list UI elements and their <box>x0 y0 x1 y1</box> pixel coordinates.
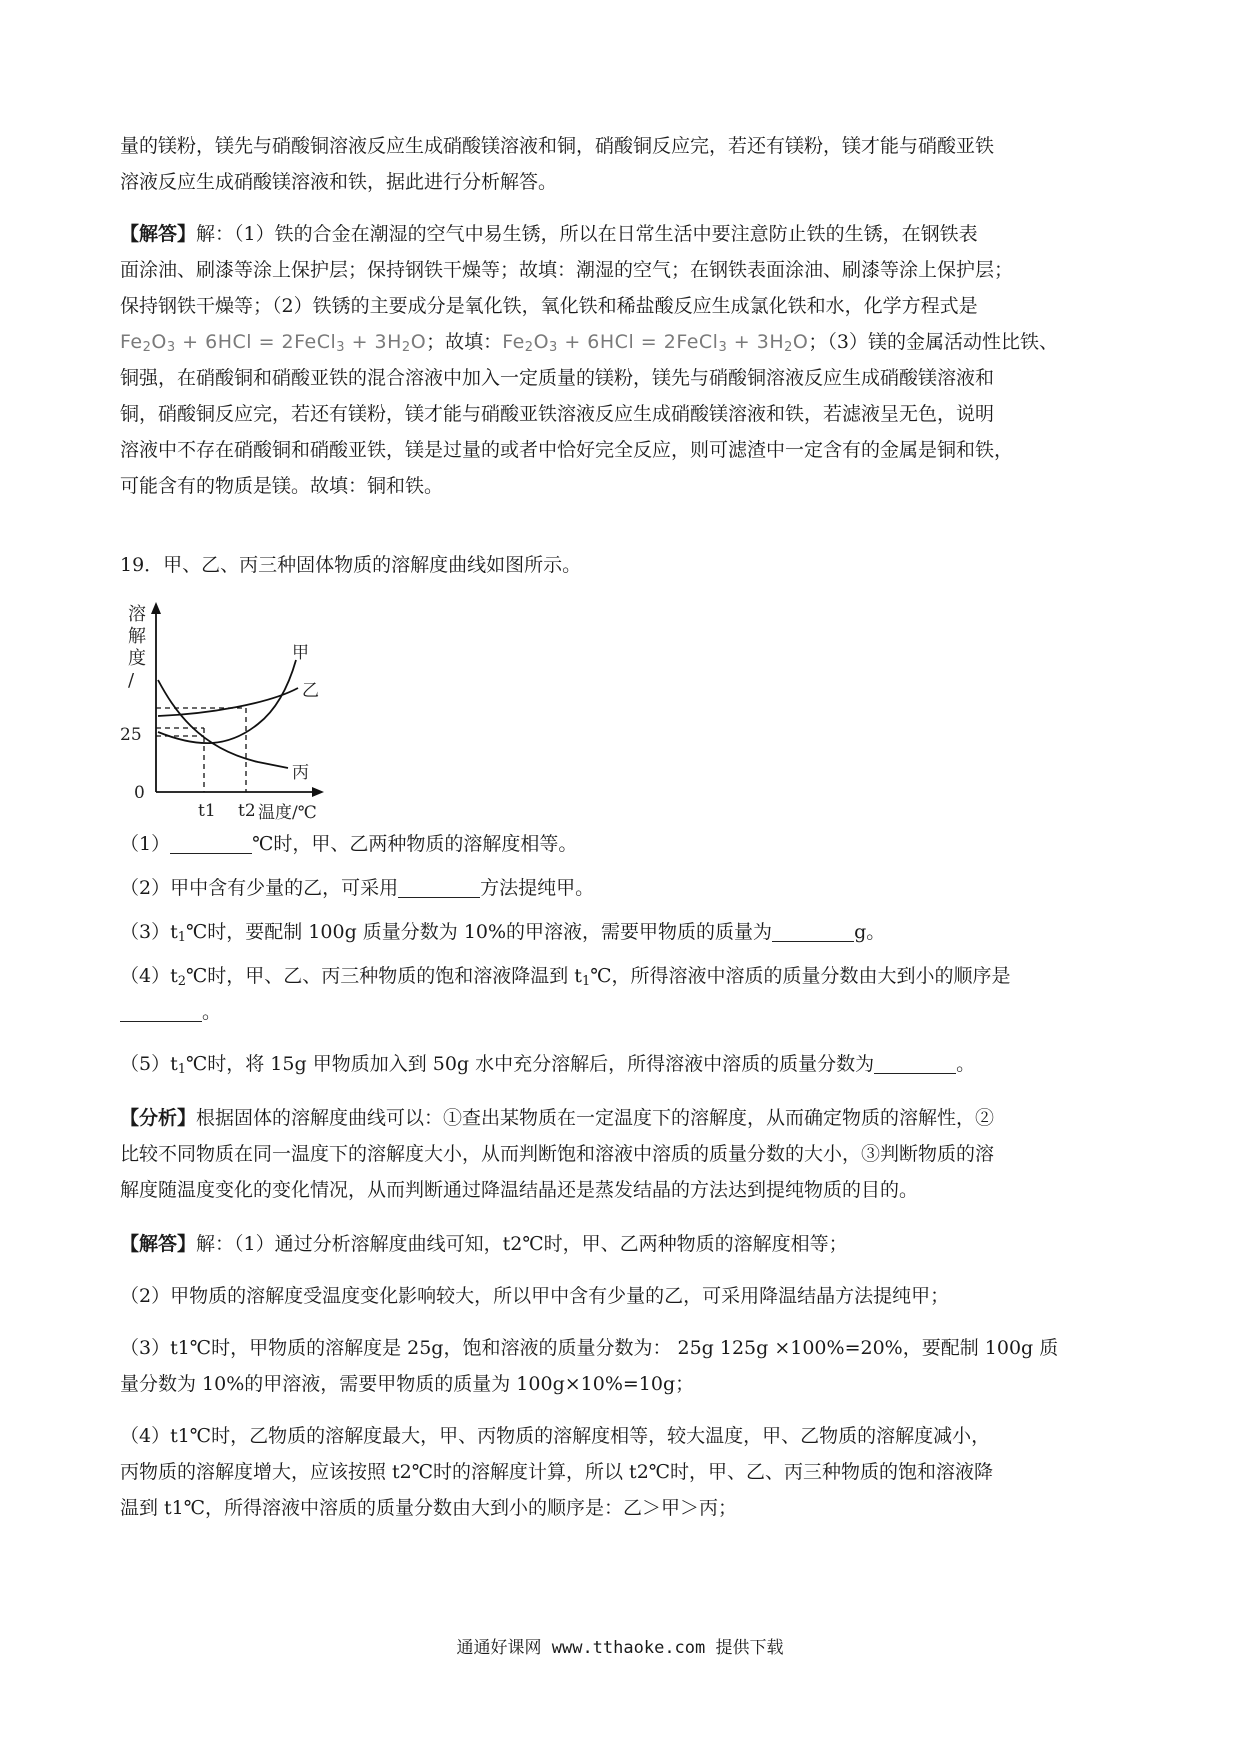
answer-line: 铜，硝酸铜反应完，若还有镁粉，镁才能与硝酸亚铁溶液反应生成硝酸镁溶液和铁，若滤液呈无色，说明 <box>120 403 995 425</box>
answer-line: 温到 t1℃，所得溶液中溶质的质量分数由大到小的顺序是：乙＞甲＞丙； <box>120 1497 738 1519</box>
answer-line: （2）甲物质的溶解度受温度变化影响较大，所以甲中含有少量的乙，可采用降温结晶方法提纯甲； <box>120 1285 950 1307</box>
x-axis-arrow <box>312 787 324 797</box>
answer-line: 面涂油、刷漆等涂上保护层；保持钢铁干燥等；故填：潮湿的空气；在钢铁表面涂油、刷漆等涂上保护层； <box>120 259 1014 281</box>
answer-line: （3）t1℃时，甲物质的溶解度是 25g，饱和溶液的质量分数为： 25g 125g ×100%=20%，要配制 100g 质 <box>120 1337 1059 1359</box>
question-line: （1） ℃时，甲、乙两种物质的溶解度相等。 <box>120 833 578 855</box>
answer-blank <box>170 833 252 854</box>
ylabel-char: 溶 <box>128 604 146 625</box>
y-tick-label: 0 <box>134 783 145 803</box>
answer-blank <box>398 877 480 898</box>
series-label-bing: 丙 <box>292 763 309 783</box>
analysis-line: 比较不同物质在同一温度下的溶解度大小，从而判断饱和溶液中溶质的质量分数的大小，③判断物质的溶 <box>120 1143 995 1165</box>
series-bing-curve <box>158 680 288 768</box>
paragraph-line: 量的镁粉，镁先与硝酸铜溶液反应生成硝酸镁溶液和铜，硝酸铜反应完，若还有镁粉，镁才能与硝酸亚铁 <box>120 135 995 157</box>
series-label-jia: 甲 <box>292 643 309 663</box>
answer-line-with-formula: $Fe_2O_3 + 6HCl$ = 2FeCl$_3$ + $3H_2O$；故填：$Fe_2O_3 + 6HCl$ = 2FeCl$_3$ + $3H_2O$；（3）镁的金属活动性比铁、 <box>120 331 1058 355</box>
answer-line: （4）t1℃时，乙物质的溶解度最大，甲、丙物质的溶解度相等，较大温度，甲、乙物质的溶解度减小， <box>120 1425 991 1447</box>
analysis-line: 【分析】根据固体的溶解度曲线可以：①查出某物质在一定温度下的溶解度，从而确定物质的溶解性，② <box>120 1107 995 1129</box>
question-line: 。 <box>120 994 1130 1030</box>
question-line: $(3)t_1℃$时，要配制 100g 质量分数为 10%的甲溶液，需要甲物质的质量为 g。 <box>120 921 886 945</box>
question-line: $(5)t_1℃$时，将 15g 甲物质加入到 50g 水中充分溶解后，所得溶液中溶质的质量分数为 。 <box>120 1053 976 1077</box>
chemical-equation: $Fe_2O_3 + 6HCl$ = 2FeCl$_3$ + $3H_2O$ <box>120 331 427 355</box>
y-axis-arrow <box>151 602 161 614</box>
x-axis-label: 温度/℃ <box>258 803 317 820</box>
answer-blank <box>874 1053 956 1074</box>
ylabel-char: / <box>128 670 135 691</box>
solubility-chart <box>118 598 368 820</box>
answer-blank <box>772 921 854 942</box>
analysis-label: 【分析】 <box>120 1107 197 1129</box>
answer-text: 解：（1）铁的合金在潮湿的空气中易生锈，所以在日常生活中要注意防止铁的生锈，在钢铁表 <box>196 223 978 245</box>
question-line: $(4)t_2℃$时，甲、乙、丙三种物质的饱和溶液降温到 $t_1℃$，所得溶液中溶质的质量分数由大到小的顺序是 <box>120 965 1011 989</box>
answer-line: 可能含有的物质是镁。故填：铜和铁。 <box>120 475 444 497</box>
page-footer: 通通好课网 www.tthaoke.com 提供下载 <box>456 1638 784 1658</box>
chemical-equation: $Fe_2O_3 + 6HCl$ = 2FeCl$_3$ + $3H_2O$ <box>502 331 809 355</box>
question-title: 19．甲、乙、丙三种固体物质的溶解度曲线如图所示。 <box>120 554 582 576</box>
answer-blank <box>120 1001 202 1022</box>
paragraph-line: 溶液反应生成硝酸镁溶液和铁，据此进行分析解答。 <box>120 171 558 193</box>
question-line: （2）甲中含有少量的乙，可采用 方法提纯甲。 <box>120 877 595 899</box>
answer-label: 【解答】 <box>120 223 197 245</box>
answer-line: 丙物质的溶解度增大，应该按照 t2℃时的溶解度计算，所以 t2℃时，甲、乙、丙三种物质的饱和溶液降 <box>120 1461 994 1483</box>
series-label-yi: 乙 <box>302 681 319 701</box>
answer-line: 溶液中不存在硝酸铜和硝酸亚铁，镁是过量的或者中恰好完全反应，则可滤渣中一定含有的金属是铜和铁， <box>120 439 1014 461</box>
answer-line: 保持钢铁干燥等；（2）铁锈的主要成分是氧化铁，氧化铁和稀盐酸反应生成氯化铁和水，化学方程式是 <box>120 295 978 317</box>
y-tick-label: 25 <box>120 725 142 745</box>
analysis-line: 解度随温度变化的变化情况，从而判断通过降温结晶还是蒸发结晶的方法达到提纯物质的目的。 <box>120 1179 919 1201</box>
answer-line: 【解答】解：（1）通过分析溶解度曲线可知，t2℃时，甲、乙两种物质的溶解度相等； <box>120 1233 848 1255</box>
x-tick-label: t1 <box>198 801 216 820</box>
answer-line <box>120 216 1130 252</box>
answer-label: 【解答】 <box>120 1233 197 1255</box>
answer-line: 铜强，在硝酸铜和硝酸亚铁的混合溶液中加入一定质量的镁粉，镁先与硝酸铜溶液反应生成硝酸镁溶液和 <box>120 367 995 389</box>
x-tick-label: t2 <box>238 801 256 820</box>
answer-line: 量分数为 10%的甲溶液，需要甲物质的质量为 100g×10%=10g； <box>120 1373 695 1395</box>
ylabel-char: 度 <box>128 648 146 669</box>
series-jia-curve <box>158 660 296 743</box>
ylabel-char: 解 <box>128 626 146 647</box>
